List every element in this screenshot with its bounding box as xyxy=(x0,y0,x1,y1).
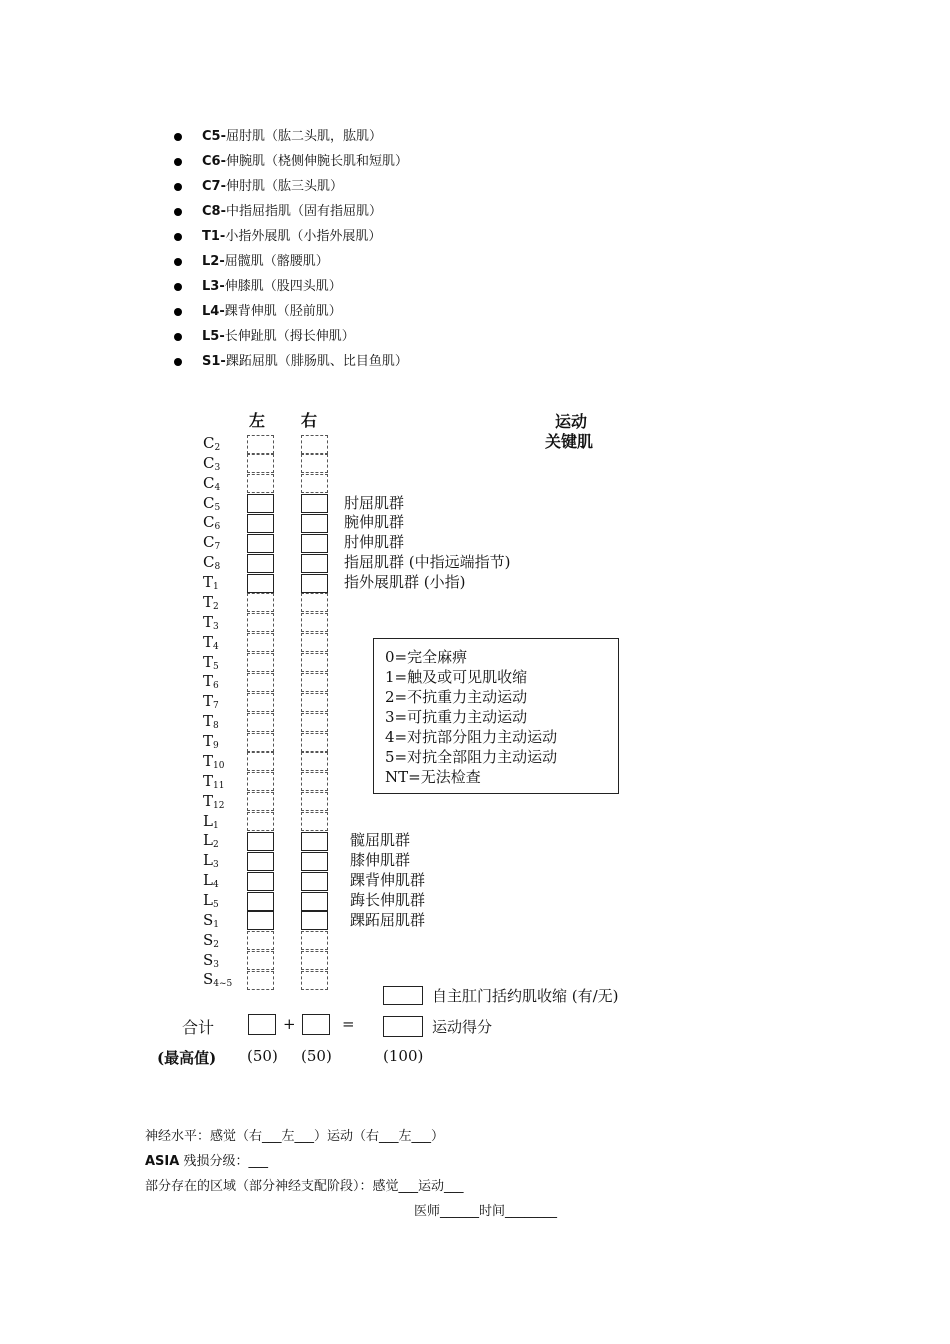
segment-number: 4~5 xyxy=(213,979,233,990)
segment-letter: L xyxy=(203,851,213,870)
segment-letter: C xyxy=(203,513,215,532)
muscle-description: 屈髋肌（髂腰肌） xyxy=(224,254,329,269)
left-motor-score-box[interactable] xyxy=(247,633,274,652)
segment-code: C8- xyxy=(202,204,226,219)
segment-label xyxy=(203,852,219,872)
segment-number: 1 xyxy=(212,820,219,831)
right-motor-score-box[interactable] xyxy=(301,435,328,454)
segment-letter: C xyxy=(203,453,215,472)
segment-number: 4 xyxy=(212,880,219,891)
segment-letter: T xyxy=(203,692,214,711)
segment-letter: T xyxy=(203,712,214,731)
muscle-description: 伸膝肌（股四头肌） xyxy=(224,279,342,294)
segment-label xyxy=(203,952,219,972)
grading-legend xyxy=(373,638,619,794)
segment-label xyxy=(203,932,219,952)
legend-item: NT=无法检查 xyxy=(385,768,481,786)
key-muscle-item xyxy=(174,327,408,352)
right-motor-score-box[interactable] xyxy=(301,613,328,632)
segment-letter: L xyxy=(203,811,213,830)
anal-sphincter-label: 自主肛门括约肌收缩 (有/无) xyxy=(432,987,619,1005)
segment-label xyxy=(203,733,219,753)
muscle-group-label: 踇长伸肌群 xyxy=(350,891,426,909)
doctor-time-line: 医师______时间________ xyxy=(414,1204,558,1219)
segment-number: 7 xyxy=(213,701,219,712)
bullet-icon xyxy=(174,158,182,166)
segment-letter: T xyxy=(203,791,214,810)
motor-header: 运动 xyxy=(555,412,588,431)
muscle-group-label: 膝伸肌群 xyxy=(350,851,411,870)
right-motor-score-box[interactable] xyxy=(301,772,328,791)
segment-label xyxy=(203,773,224,793)
segment-label xyxy=(203,912,219,932)
segment-letter: T xyxy=(203,652,214,671)
segment-code: L5- xyxy=(202,329,225,344)
segment-letter: C xyxy=(203,473,215,492)
segment-label xyxy=(203,753,224,773)
left-motor-score-box[interactable] xyxy=(247,832,274,851)
segment-code: T1- xyxy=(202,229,226,244)
asia-grade-text: 残损分级：___ xyxy=(179,1154,268,1169)
key-muscle-item xyxy=(174,252,408,277)
segment-number: 7 xyxy=(214,542,221,553)
right-motor-score-box[interactable] xyxy=(301,494,328,513)
left-motor-score-box[interactable] xyxy=(247,613,274,632)
right-motor-score-box[interactable] xyxy=(301,673,328,692)
key-muscle-list xyxy=(174,127,408,377)
segment-number: 2 xyxy=(213,601,219,612)
key-muscle-item xyxy=(174,352,408,377)
key-muscle-item xyxy=(174,302,408,327)
segment-label xyxy=(203,435,220,455)
segment-label xyxy=(203,673,219,693)
segment-label xyxy=(203,693,219,713)
muscle-description: 长伸趾肌（拇长伸肌） xyxy=(224,329,355,344)
segment-letter: L xyxy=(203,831,213,850)
segment-code: C7- xyxy=(202,179,226,194)
segment-number: 2 xyxy=(213,939,220,950)
legend-item: 5=对抗全部阻力主动运动 xyxy=(385,748,558,766)
segment-code: L3- xyxy=(202,279,225,294)
segment-letter: T xyxy=(203,732,214,751)
right-motor-score-box[interactable] xyxy=(301,852,328,871)
segment-label xyxy=(203,554,220,574)
legend-item: 2=不抗重力主动运动 xyxy=(385,688,528,706)
segment-number: 12 xyxy=(213,800,225,811)
segment-letter: S xyxy=(203,930,214,949)
left-motor-score-box[interactable] xyxy=(247,494,274,513)
muscle-group-label: 指屈肌群 (中指远端指节) xyxy=(344,553,511,572)
right-motor-score-box[interactable] xyxy=(301,593,328,612)
segment-letter: S xyxy=(203,950,214,969)
segment-number: 3 xyxy=(214,462,221,473)
segment-letter: T xyxy=(203,751,214,770)
segment-number: 9 xyxy=(213,741,219,752)
left-motor-score-box[interactable] xyxy=(247,971,274,990)
segment-letter: T xyxy=(203,672,214,691)
segment-number: 1 xyxy=(213,919,220,930)
segment-label xyxy=(203,495,220,515)
segment-number: 5 xyxy=(213,661,219,672)
right-motor-score-box[interactable] xyxy=(301,951,328,970)
left-motor-score-box[interactable] xyxy=(247,812,274,831)
bullet-icon xyxy=(174,333,182,341)
segment-letter: T xyxy=(203,612,214,631)
muscle-description: 踝背伸肌（胫前肌） xyxy=(224,304,342,319)
motor-score-label: 运动得分 xyxy=(432,1018,493,1036)
segment-number: 2 xyxy=(212,840,219,851)
bullet-icon xyxy=(174,358,182,366)
left-motor-score-box[interactable] xyxy=(247,593,274,612)
segment-label xyxy=(203,971,232,991)
bullet-icon xyxy=(174,133,182,141)
left-motor-score-box[interactable] xyxy=(247,653,274,672)
muscle-description: 伸肘肌（肱三头肌） xyxy=(225,179,343,194)
muscle-group-label: 踝背伸肌群 xyxy=(350,871,426,890)
right-motor-score-box[interactable] xyxy=(301,812,328,831)
max-value-label: (最高值) xyxy=(157,1049,217,1067)
right-column-header: 右 xyxy=(301,411,318,430)
legend-item: 3=可抗重力主动运动 xyxy=(385,708,528,726)
segment-letter: T xyxy=(203,592,214,611)
segment-code: C5- xyxy=(202,129,226,144)
left-motor-score-box[interactable] xyxy=(247,852,274,871)
right-motor-score-box[interactable] xyxy=(301,752,328,771)
muscle-description: 屈肘肌（肱二头肌，肱肌） xyxy=(225,129,382,144)
segment-label xyxy=(203,594,219,614)
left-motor-score-box[interactable] xyxy=(247,514,274,533)
left-motor-score-box[interactable] xyxy=(247,951,274,970)
right-motor-score-box[interactable] xyxy=(301,653,328,672)
muscle-group-label: 肘伸肌群 xyxy=(344,533,405,552)
right-total-box[interactable] xyxy=(302,1014,330,1035)
segment-label xyxy=(203,614,219,634)
segment-number: 5 xyxy=(214,502,221,513)
segment-number: 6 xyxy=(214,522,221,533)
key-muscle-item xyxy=(174,152,408,177)
segment-label xyxy=(203,813,219,833)
key-muscle-item xyxy=(174,127,408,152)
plus-sign: + xyxy=(283,1015,296,1033)
bullet-icon xyxy=(174,308,182,316)
muscle-group-label: 指外展肌群 (小指) xyxy=(344,573,466,592)
segment-code: L4- xyxy=(202,304,225,319)
muscle-group-label: 腕伸肌群 xyxy=(344,513,405,532)
bullet-icon xyxy=(174,233,182,241)
segment-label xyxy=(203,872,219,892)
right-motor-score-box[interactable] xyxy=(301,554,328,573)
asia-label: ASIA xyxy=(145,1154,180,1169)
right-motor-score-box[interactable] xyxy=(301,792,328,811)
right-motor-score-box[interactable] xyxy=(301,574,328,593)
segment-number: 5 xyxy=(212,900,219,910)
right-motor-score-box[interactable] xyxy=(301,693,328,712)
segment-label xyxy=(203,534,220,554)
legend-item: 4=对抗部分阻力主动运动 xyxy=(385,728,558,746)
segment-label xyxy=(203,892,219,912)
legend-item: 0=完全麻痹 xyxy=(385,648,468,666)
segment-letter: C xyxy=(203,533,215,552)
bullet-icon xyxy=(174,208,182,216)
left-motor-score-box[interactable] xyxy=(247,693,274,712)
left-motor-score-box[interactable] xyxy=(247,435,274,454)
right-motor-score-box[interactable] xyxy=(301,474,328,493)
left-motor-score-box[interactable] xyxy=(247,713,274,732)
right-motor-score-box[interactable] xyxy=(301,733,328,752)
segment-number: 6 xyxy=(213,681,219,692)
neuro-level-line: 神经水平：感觉（右___左___）运动（右___左___） xyxy=(145,1129,445,1144)
right-motor-score-box[interactable] xyxy=(301,911,328,930)
segment-letter: C xyxy=(203,434,215,452)
max-total-value: (100) xyxy=(383,1047,424,1065)
segment-letter: T xyxy=(203,632,214,651)
segment-number: 4 xyxy=(213,641,219,652)
partial-preservation-line: 部分存在的区域（部分神经支配阶段）：感觉___运动___ xyxy=(145,1179,464,1194)
right-motor-score-box[interactable] xyxy=(301,832,328,851)
left-motor-score-box[interactable] xyxy=(247,792,274,811)
segment-letter: C xyxy=(203,493,215,512)
segment-number: 3 xyxy=(213,959,220,970)
segment-label xyxy=(203,574,219,594)
left-motor-score-box[interactable] xyxy=(247,892,274,911)
segment-code: S1- xyxy=(202,354,226,369)
left-motor-score-box[interactable] xyxy=(247,673,274,692)
segment-number: 8 xyxy=(213,721,219,732)
segment-number: 1 xyxy=(213,582,219,593)
segment-number: 4 xyxy=(214,482,221,493)
segment-label xyxy=(203,793,224,813)
right-motor-score-box[interactable] xyxy=(301,931,328,950)
motor-score-box[interactable] xyxy=(383,1016,423,1037)
bullet-icon xyxy=(174,183,182,191)
segment-number: 3 xyxy=(212,860,219,871)
right-motor-score-box[interactable] xyxy=(301,713,328,732)
left-motor-score-box[interactable] xyxy=(247,772,274,791)
segment-label xyxy=(203,713,219,733)
key-muscle-header: 关键肌 xyxy=(545,432,594,451)
right-motor-score-box[interactable] xyxy=(301,454,328,473)
key-muscle-item xyxy=(174,277,408,302)
muscle-group-label: 髋屈肌群 xyxy=(350,831,411,850)
segment-label xyxy=(203,832,219,852)
left-motor-score-box[interactable] xyxy=(247,872,274,891)
key-muscle-item xyxy=(174,227,408,252)
segment-number: 10 xyxy=(213,760,225,771)
left-motor-score-box[interactable] xyxy=(247,911,274,930)
right-motor-score-box[interactable] xyxy=(301,534,328,553)
right-motor-score-box[interactable] xyxy=(301,971,328,990)
segment-letter: T xyxy=(203,573,214,592)
left-motor-score-box[interactable] xyxy=(247,733,274,752)
max-left-value: (50) xyxy=(247,1047,278,1065)
right-motor-score-box[interactable] xyxy=(301,633,328,652)
bullet-icon xyxy=(174,283,182,291)
left-motor-score-box[interactable] xyxy=(247,474,274,493)
segment-label xyxy=(203,475,220,495)
anal-sphincter-box[interactable] xyxy=(383,986,423,1005)
muscle-description: 伸腕肌（桡侧伸腕长肌和短肌） xyxy=(225,154,408,169)
right-motor-score-box[interactable] xyxy=(301,514,328,533)
segment-label xyxy=(203,654,219,674)
segment-number: 8 xyxy=(214,562,221,573)
segment-letter: L xyxy=(203,891,213,909)
segment-code: L2- xyxy=(202,254,225,269)
right-motor-score-box[interactable] xyxy=(301,892,328,911)
total-label: 合计 xyxy=(182,1018,215,1037)
segment-letter: L xyxy=(203,871,213,890)
key-muscle-item xyxy=(174,177,408,202)
left-motor-score-box[interactable] xyxy=(247,931,274,950)
max-right-value: (50) xyxy=(301,1047,332,1065)
segment-label xyxy=(203,514,220,534)
left-motor-score-box[interactable] xyxy=(247,752,274,771)
left-motor-score-box[interactable] xyxy=(247,554,274,573)
segment-label xyxy=(203,455,220,475)
segment-letter: S xyxy=(203,970,214,989)
segment-letter: C xyxy=(203,553,215,572)
segment-label xyxy=(203,634,219,654)
bullet-icon xyxy=(174,258,182,266)
segment-letter: T xyxy=(203,771,214,790)
right-motor-score-box[interactable] xyxy=(301,872,328,891)
muscle-group-label: 肘屈肌群 xyxy=(344,493,405,512)
left-column-header: 左 xyxy=(249,411,266,430)
muscle-description: 小指外展肌（小指外展肌） xyxy=(225,229,382,244)
key-muscle-item xyxy=(174,202,408,227)
segment-letter: S xyxy=(203,910,214,929)
muscle-description: 中指屈指肌（固有指屈肌） xyxy=(225,204,382,219)
left-total-box[interactable] xyxy=(248,1014,276,1035)
left-motor-score-box[interactable] xyxy=(247,454,274,473)
muscle-description: 踝跖屈肌（腓肠肌、比目鱼肌） xyxy=(225,354,408,369)
muscle-group-label: 踝跖屈肌群 xyxy=(350,910,426,929)
segment-number: 3 xyxy=(213,621,219,632)
left-motor-score-box[interactable] xyxy=(247,574,274,593)
segment-code: C6- xyxy=(202,154,226,169)
segment-number: 11 xyxy=(213,780,225,791)
legend-item: 1=触及或可见肌收缩 xyxy=(385,668,528,686)
segment-number: 2 xyxy=(214,443,221,453)
asia-grade-line xyxy=(145,1150,268,1169)
left-motor-score-box[interactable] xyxy=(247,534,274,553)
equals-sign: = xyxy=(342,1015,355,1033)
